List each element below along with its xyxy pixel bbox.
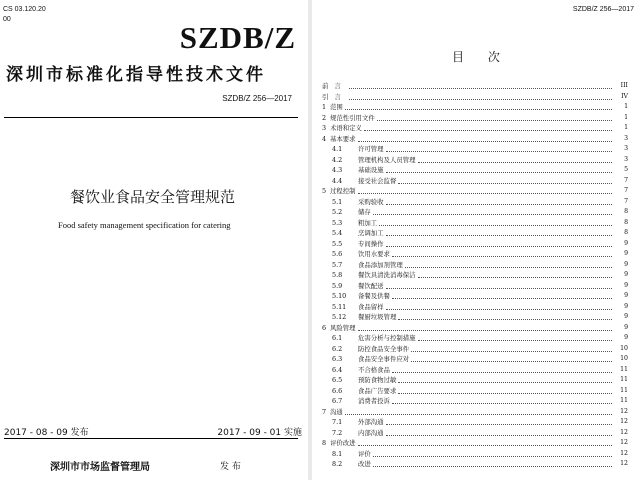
toc-entry[interactable] xyxy=(322,312,628,323)
toc-entry[interactable] xyxy=(322,407,628,418)
toc-entry-number: 5.12 xyxy=(332,313,347,321)
toc-leader-dots xyxy=(377,120,612,121)
toc-entry-label: 餐厨垃圾管理 xyxy=(358,313,397,321)
toc-entry-label: 粗加工 xyxy=(358,218,378,227)
toc-entry-page: 8 xyxy=(624,208,628,215)
standard-code: SZDB/Z xyxy=(179,20,296,55)
toc-entry-number: 5.5 xyxy=(332,239,343,248)
toc-entry-page: 11 xyxy=(620,397,628,404)
toc-entry-page: 9 xyxy=(624,281,628,289)
toc-entry-number: 4.4 xyxy=(332,176,343,185)
toc-leader-dots xyxy=(418,340,612,341)
toc-leader-dots xyxy=(358,445,612,446)
toc-entry-page: 11 xyxy=(620,386,628,394)
toc-leader-dots xyxy=(411,361,612,362)
toc-entry-page: 12 xyxy=(620,428,628,436)
toc-entry[interactable] xyxy=(322,165,628,176)
toc-entry-page: 9 xyxy=(624,323,628,331)
toc-entry-page: 12 xyxy=(620,439,628,446)
toc-entry[interactable] xyxy=(322,386,628,397)
toc-leader-dots xyxy=(392,256,612,257)
toc-leader-dots xyxy=(386,151,612,152)
toc-leader-dots xyxy=(398,319,612,320)
toc-leader-dots xyxy=(392,403,612,404)
toc-entry-label: 餐饮配送 xyxy=(358,281,384,290)
toc-entry-page: 5 xyxy=(624,166,628,173)
toc-entry-label: 储存 xyxy=(358,208,371,216)
toc-entry-number: 5.7 xyxy=(332,260,343,269)
toc-entry-number: 5.11 xyxy=(332,302,347,311)
toc-entry-number: 4 xyxy=(322,134,327,143)
toc-entry-label: 评价改进 xyxy=(330,439,356,447)
toc-entry[interactable] xyxy=(322,123,628,134)
toc-entry-number: 6.4 xyxy=(332,365,343,374)
toc-entry-label: 饮用水要求 xyxy=(358,250,390,258)
toc-entry-number: 5.6 xyxy=(332,250,343,258)
toc-entry[interactable] xyxy=(322,134,628,145)
toc-leader-dots xyxy=(386,204,612,205)
toc-entry-number: 6.3 xyxy=(332,355,343,363)
toc-entry-label: 食品安全事件应对 xyxy=(358,355,410,363)
toc-entry-page: 7 xyxy=(624,176,628,184)
toc-entry-label: 基础设施 xyxy=(358,166,384,174)
toc-leader-dots xyxy=(386,235,612,236)
toc-entry-page: 9 xyxy=(624,250,628,257)
toc-entry-label: 危害分析与控制措施 xyxy=(358,334,416,342)
toc-entry-number: 4.1 xyxy=(332,145,343,153)
toc-leader-dots xyxy=(358,141,612,142)
toc-entry[interactable] xyxy=(322,197,628,208)
toc-entry-label: 预防食物过敏 xyxy=(358,376,397,384)
toc-entry[interactable] xyxy=(322,344,628,355)
toc-leader-dots xyxy=(349,88,612,89)
toc-entry[interactable] xyxy=(322,92,628,103)
toc-title: 目 次 xyxy=(452,50,510,64)
toc-entry-page: 3 xyxy=(624,134,628,142)
toc-leader-dots xyxy=(398,183,612,184)
toc-entry-number: 4.3 xyxy=(332,166,343,174)
toc-entry-label: 过程控制 xyxy=(330,187,356,195)
toc-entry-page: 9 xyxy=(624,271,628,278)
issued-label: 发 布 xyxy=(220,462,241,472)
toc-entry-page: 3 xyxy=(624,145,628,152)
toc-entry[interactable] xyxy=(322,270,628,281)
toc-entry-label: 消费者投诉 xyxy=(358,397,390,405)
toc-leader-dots xyxy=(392,372,612,373)
toc-leader-dots xyxy=(418,162,612,163)
toc-entry-label: 食品广告要求 xyxy=(358,386,397,395)
toc-entry[interactable] xyxy=(322,81,628,92)
toc-entry-page: 11 xyxy=(620,365,628,373)
toc-entry-label: 不合格食品 xyxy=(358,365,390,374)
toc-entry[interactable] xyxy=(322,333,628,344)
toc-entry-label: 烹调加工 xyxy=(358,229,384,237)
bottom-rule xyxy=(4,438,298,439)
toc-entry[interactable] xyxy=(322,249,628,260)
toc-leader-dots xyxy=(386,424,612,425)
ccs-code: 00 xyxy=(3,16,11,23)
toc-entry-label: 食品添加剂管理 xyxy=(358,260,403,269)
toc-entry-label: 接受社会监督 xyxy=(358,176,397,185)
toc-entry-number: 8 xyxy=(322,439,327,447)
toc-entry[interactable] xyxy=(322,354,628,365)
toc-entry-label: 基本要求 xyxy=(330,134,356,143)
toc-entry-number: 5 xyxy=(322,187,327,195)
toc-entry-page: 7 xyxy=(624,187,628,194)
toc-entry[interactable] xyxy=(322,396,628,407)
ics-code: CS 03.120.20 xyxy=(3,6,46,13)
toc-entry[interactable] xyxy=(322,239,628,250)
toc-entry-number: 5.9 xyxy=(332,281,343,290)
toc-entry-page: 9 xyxy=(624,292,628,299)
toc-leader-dots xyxy=(405,267,612,268)
toc-entry-page: IV xyxy=(621,92,628,100)
toc-entry[interactable] xyxy=(322,428,628,439)
toc-leader-dots xyxy=(358,193,612,194)
toc-entry-page: 7 xyxy=(624,197,628,205)
toc-leader-dots xyxy=(345,109,612,110)
issuer: 深圳市市场监督管理局 xyxy=(50,462,150,473)
toc-entry[interactable] xyxy=(322,449,628,460)
toc-entry[interactable] xyxy=(322,186,628,197)
toc-entry-number: 2 xyxy=(322,113,327,122)
toc-entry-number: 5.8 xyxy=(332,271,343,279)
toc-leader-dots xyxy=(345,414,612,415)
toc-entry-label: 前言 xyxy=(322,82,347,90)
toc-leader-dots xyxy=(386,246,612,247)
toc-entry[interactable] xyxy=(322,365,628,376)
toc-entry-number: 5.4 xyxy=(332,229,343,237)
toc-entry-number: 6.1 xyxy=(332,334,343,342)
toc-entry-page: 12 xyxy=(620,407,628,415)
toc-leader-dots xyxy=(392,298,612,299)
toc-entry[interactable] xyxy=(322,207,628,218)
toc-leader-dots xyxy=(398,382,612,383)
toc-entry[interactable] xyxy=(322,113,628,124)
toc-entry-page: 8 xyxy=(624,218,628,226)
toc-entry-page: 3 xyxy=(624,155,628,163)
toc-entry-number: 7.1 xyxy=(332,418,343,426)
toc-leader-dots xyxy=(386,435,612,436)
implement-date: 2017 - 09 - 01 实施 xyxy=(217,428,302,438)
toc-entry-label: 外部沟通 xyxy=(358,418,384,426)
toc-entry-page: 12 xyxy=(620,418,628,425)
toc-entry-label: 范围 xyxy=(330,103,343,111)
toc-leader-dots xyxy=(386,172,612,173)
toc-entry-number: 6.7 xyxy=(332,397,343,405)
toc-entry-number: 8.1 xyxy=(332,449,343,458)
toc-leader-dots xyxy=(373,214,612,215)
toc-leader-dots xyxy=(379,225,612,226)
toc-entry[interactable] xyxy=(322,144,628,155)
toc-leader-dots xyxy=(386,309,612,310)
toc-entry-number: 1 xyxy=(322,103,327,111)
toc-entry-page: 10 xyxy=(620,344,628,352)
top-rule xyxy=(4,117,298,118)
toc-entry-label: 食品留样 xyxy=(358,302,384,311)
toc-entry[interactable] xyxy=(322,260,628,271)
toc-entry-label: 备餐及供餐 xyxy=(358,292,390,300)
toc-entry-page: 8 xyxy=(624,229,628,236)
toc-leader-dots xyxy=(364,130,612,131)
toc-entry-label: 改进 xyxy=(358,460,371,468)
toc-entry-label: 引言 xyxy=(322,92,347,101)
toc-entry-page: 12 xyxy=(620,460,628,467)
toc-leader-dots xyxy=(373,466,612,467)
toc-entry-number: 6.2 xyxy=(332,344,343,353)
toc-leader-dots xyxy=(349,99,612,100)
title-chinese: 餐饮业食品安全管理规范 xyxy=(70,188,236,206)
toc-entry-number: 3 xyxy=(322,124,327,132)
toc-entry[interactable] xyxy=(322,102,628,113)
toc-entry-page: 10 xyxy=(620,355,628,362)
toc-entry-label: 沟通 xyxy=(330,407,343,416)
toc-entry[interactable] xyxy=(322,459,628,470)
toc-entry-page: III xyxy=(620,82,628,89)
toc-entry-number: 5.2 xyxy=(332,208,343,216)
toc-leader-dots xyxy=(418,277,612,278)
toc-entry[interactable] xyxy=(322,218,628,229)
toc-entry[interactable] xyxy=(322,291,628,302)
toc-entry-label: 专间操作 xyxy=(358,239,384,248)
toc-entry-number: 5.1 xyxy=(332,197,343,206)
toc-entry[interactable] xyxy=(322,375,628,386)
toc-entry-label: 术语和定义 xyxy=(330,124,362,132)
toc-entry-page: 12 xyxy=(620,449,628,457)
toc-leader-dots xyxy=(386,288,612,289)
toc-entry-page: 1 xyxy=(624,124,628,131)
toc-entry-label: 许可管理 xyxy=(358,145,384,153)
toc-entry-number: 6.5 xyxy=(332,376,343,384)
toc-entry-number: 8.2 xyxy=(332,460,343,468)
toc-leader-dots xyxy=(358,330,612,331)
cover-page xyxy=(0,0,308,480)
toc-leader-dots xyxy=(411,351,612,352)
toc-entry-number: 4.2 xyxy=(332,155,343,164)
toc-entry-number: 6.6 xyxy=(332,386,343,395)
toc-entry-page: 1 xyxy=(624,113,628,121)
toc-entry-label: 管理机构及人员管理 xyxy=(358,155,416,164)
toc-entry-label: 风险管理 xyxy=(330,323,356,332)
toc-entry-label: 采购验收 xyxy=(358,197,384,206)
toc-entry-number: 5.3 xyxy=(332,218,343,227)
toc-entry-page: 9 xyxy=(624,334,628,341)
toc-entry-label: 餐饮具清洗消毒保洁 xyxy=(358,271,416,279)
toc-entry[interactable] xyxy=(322,438,628,449)
toc-leader-dots xyxy=(398,393,612,394)
toc-entry[interactable] xyxy=(322,176,628,187)
toc-entry-number: 6 xyxy=(322,323,327,332)
toc-entry[interactable] xyxy=(322,323,628,334)
toc-entry[interactable] xyxy=(322,155,628,166)
toc-entry-label: 内部沟通 xyxy=(358,428,384,437)
toc-entry[interactable] xyxy=(322,228,628,239)
toc-list xyxy=(322,81,628,470)
toc-entry-number: 7.2 xyxy=(332,428,343,437)
title-english: Food safety management specification for catering xyxy=(58,220,231,230)
toc-leader-dots xyxy=(373,456,612,457)
publish-date: 2017 - 08 - 09 发布 xyxy=(4,428,89,438)
toc-page xyxy=(312,0,640,480)
toc-entry-page: 9 xyxy=(624,313,628,320)
toc-header-code: SZDB/Z 256—2017 xyxy=(572,6,634,13)
series-title: 深圳市标准化指导性技术文件 xyxy=(6,65,266,85)
toc-entry-page: 11 xyxy=(620,376,628,383)
toc-entry-label: 规范性引用文件 xyxy=(330,113,375,122)
toc-entry-number: 5.10 xyxy=(332,292,347,300)
toc-entry[interactable] xyxy=(322,417,628,428)
toc-entry-number: 7 xyxy=(322,407,327,416)
toc-entry-page: 1 xyxy=(624,103,628,110)
toc-entry-label: 评价 xyxy=(358,449,371,458)
toc-entry-page: 9 xyxy=(624,239,628,247)
toc-entry[interactable] xyxy=(322,302,628,313)
toc-entry-label: 防控食品安全事件 xyxy=(358,344,410,353)
toc-entry[interactable] xyxy=(322,281,628,292)
toc-entry-page: 9 xyxy=(624,260,628,268)
toc-entry-page: 9 xyxy=(624,302,628,310)
standard-number: SZDB/Z 256—2017 xyxy=(222,94,292,103)
